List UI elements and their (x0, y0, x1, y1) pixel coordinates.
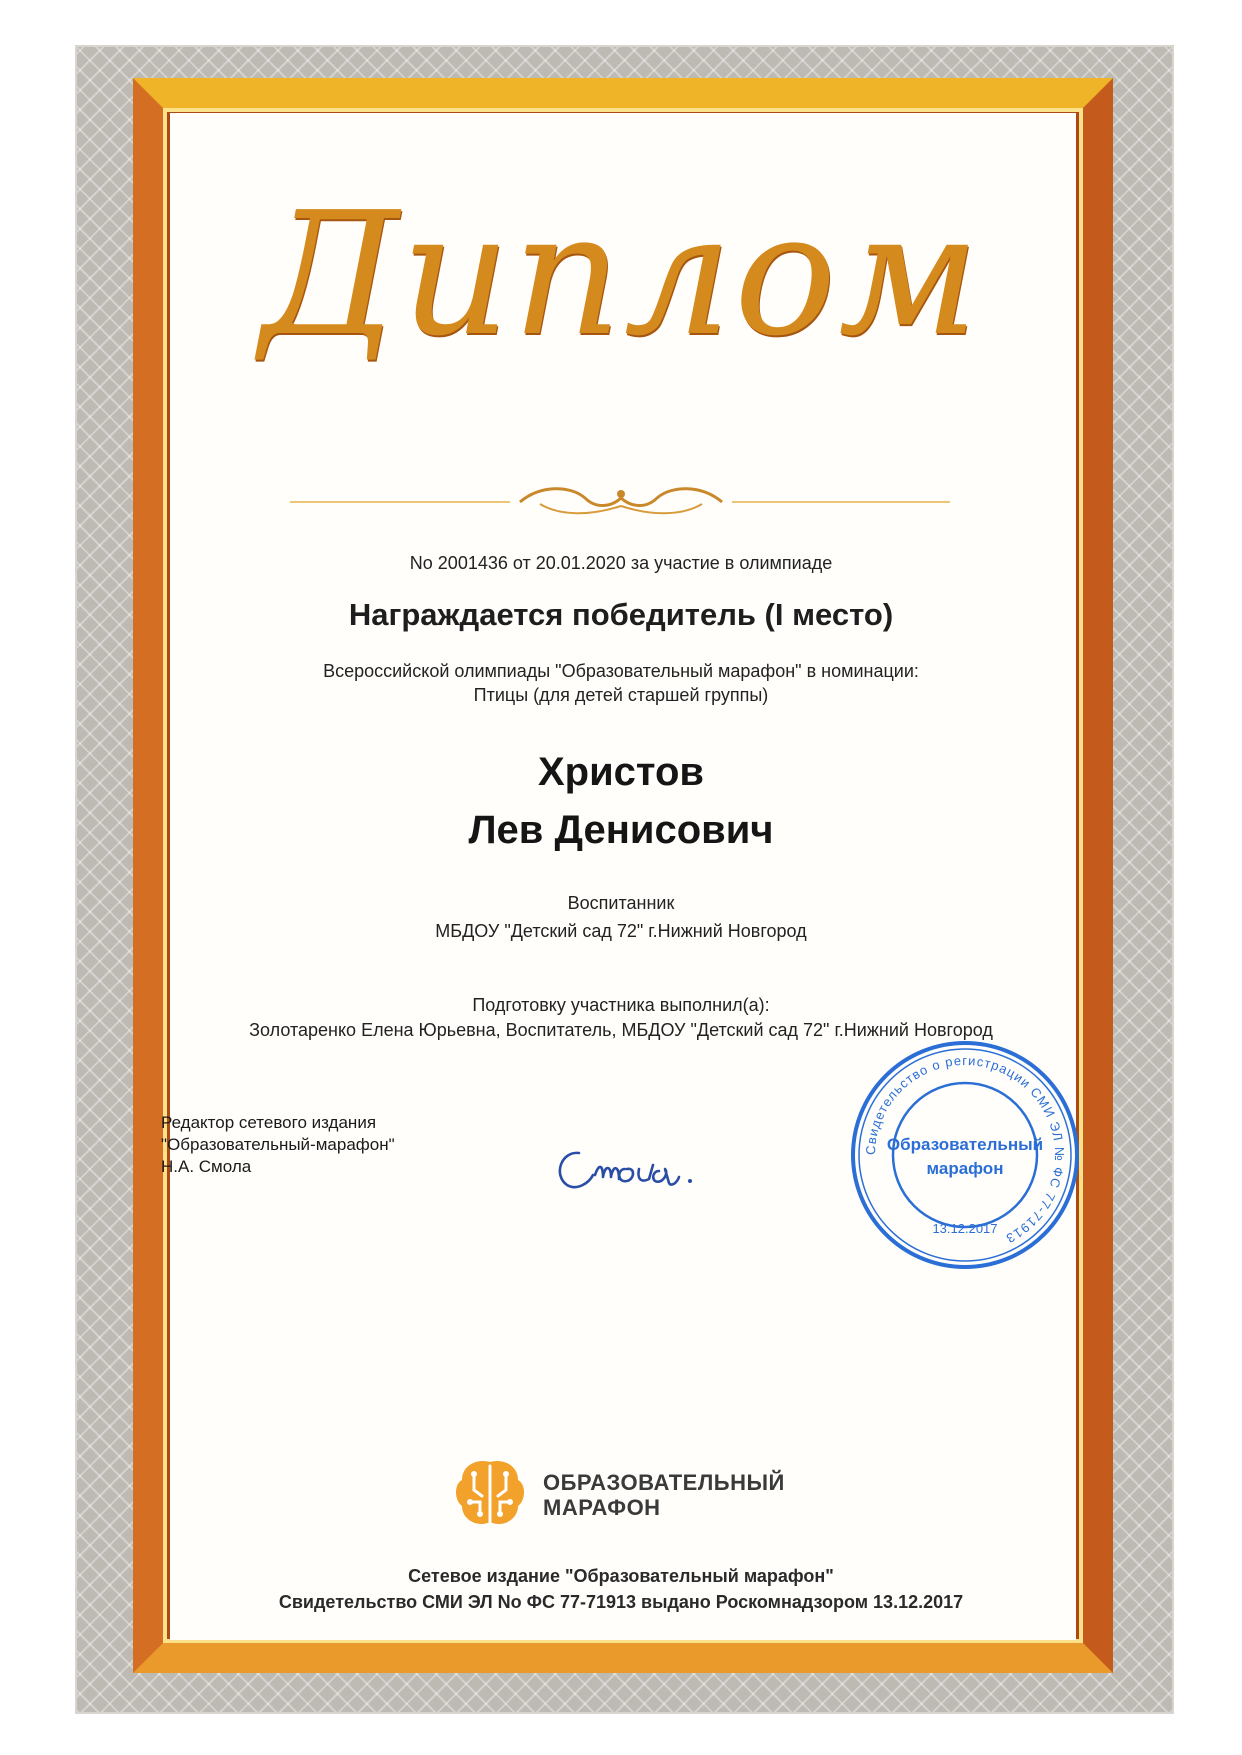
logo-text (543, 1470, 785, 1520)
official-stamp (845, 1035, 1085, 1275)
editor-title: Редактор сетевого издания (161, 1113, 377, 1132)
logo-line1: ОБРАЗОВАТЕЛЬНЫЙ (543, 1470, 785, 1495)
diploma-number-line: No 2001436 от 20.01.2020 за участие в олимпиаде (409, 553, 833, 573)
stamp-date: 13.12.2017 (932, 1221, 998, 1236)
winner-given-names: Лев Денисович (468, 808, 774, 852)
brand-logo (450, 1456, 810, 1532)
editor-block (161, 1112, 395, 1178)
teacher-line: Золотаренко Елена Юрьевна, Воспитатель, МБДОУ "Детский сад 72" г.Нижний Новгород (249, 1020, 993, 1040)
winner-institution: МБДОУ "Детский сад 72" г.Нижний Новгород (435, 921, 807, 941)
winner-surname: Христов (537, 750, 705, 794)
editor-name: Н.А. Смола (161, 1157, 252, 1176)
stamp-ring-text: Свидетельство о регистрации СМИ ЭЛ № ФС 77-71913 (862, 1052, 1068, 1247)
ornament-divider (0, 480, 1242, 520)
stamp-center-line1: Образовательный (886, 1135, 1044, 1154)
stamp-center-line2: марафон (926, 1159, 1004, 1178)
footer-registration: Свидетельство СМИ ЭЛ No ФС 77-71913 выдано Роскомнадзором 13.12.2017 (278, 1592, 964, 1612)
award-heading: Награждается победитель (I место) (348, 597, 894, 632)
logo-line2: МАРАФОН (543, 1495, 661, 1520)
olympiad-line: Всероссийской олимпиады "Образовательный марафон" в номинации: (323, 661, 919, 681)
diploma-title: Диплом (260, 176, 982, 374)
nomination-line: Птицы (для детей старшей группы) (473, 685, 769, 705)
brain-icon (450, 1456, 530, 1532)
winner-role: Воспитанник (567, 893, 675, 913)
editor-publication: "Образовательный-марафон" (161, 1135, 395, 1154)
footer-publication: Сетевое издание "Образовательный марафон" (408, 1566, 834, 1586)
signature (545, 1135, 745, 1210)
prepared-by-label: Подготовку участника выполнил(а): (472, 995, 770, 1015)
